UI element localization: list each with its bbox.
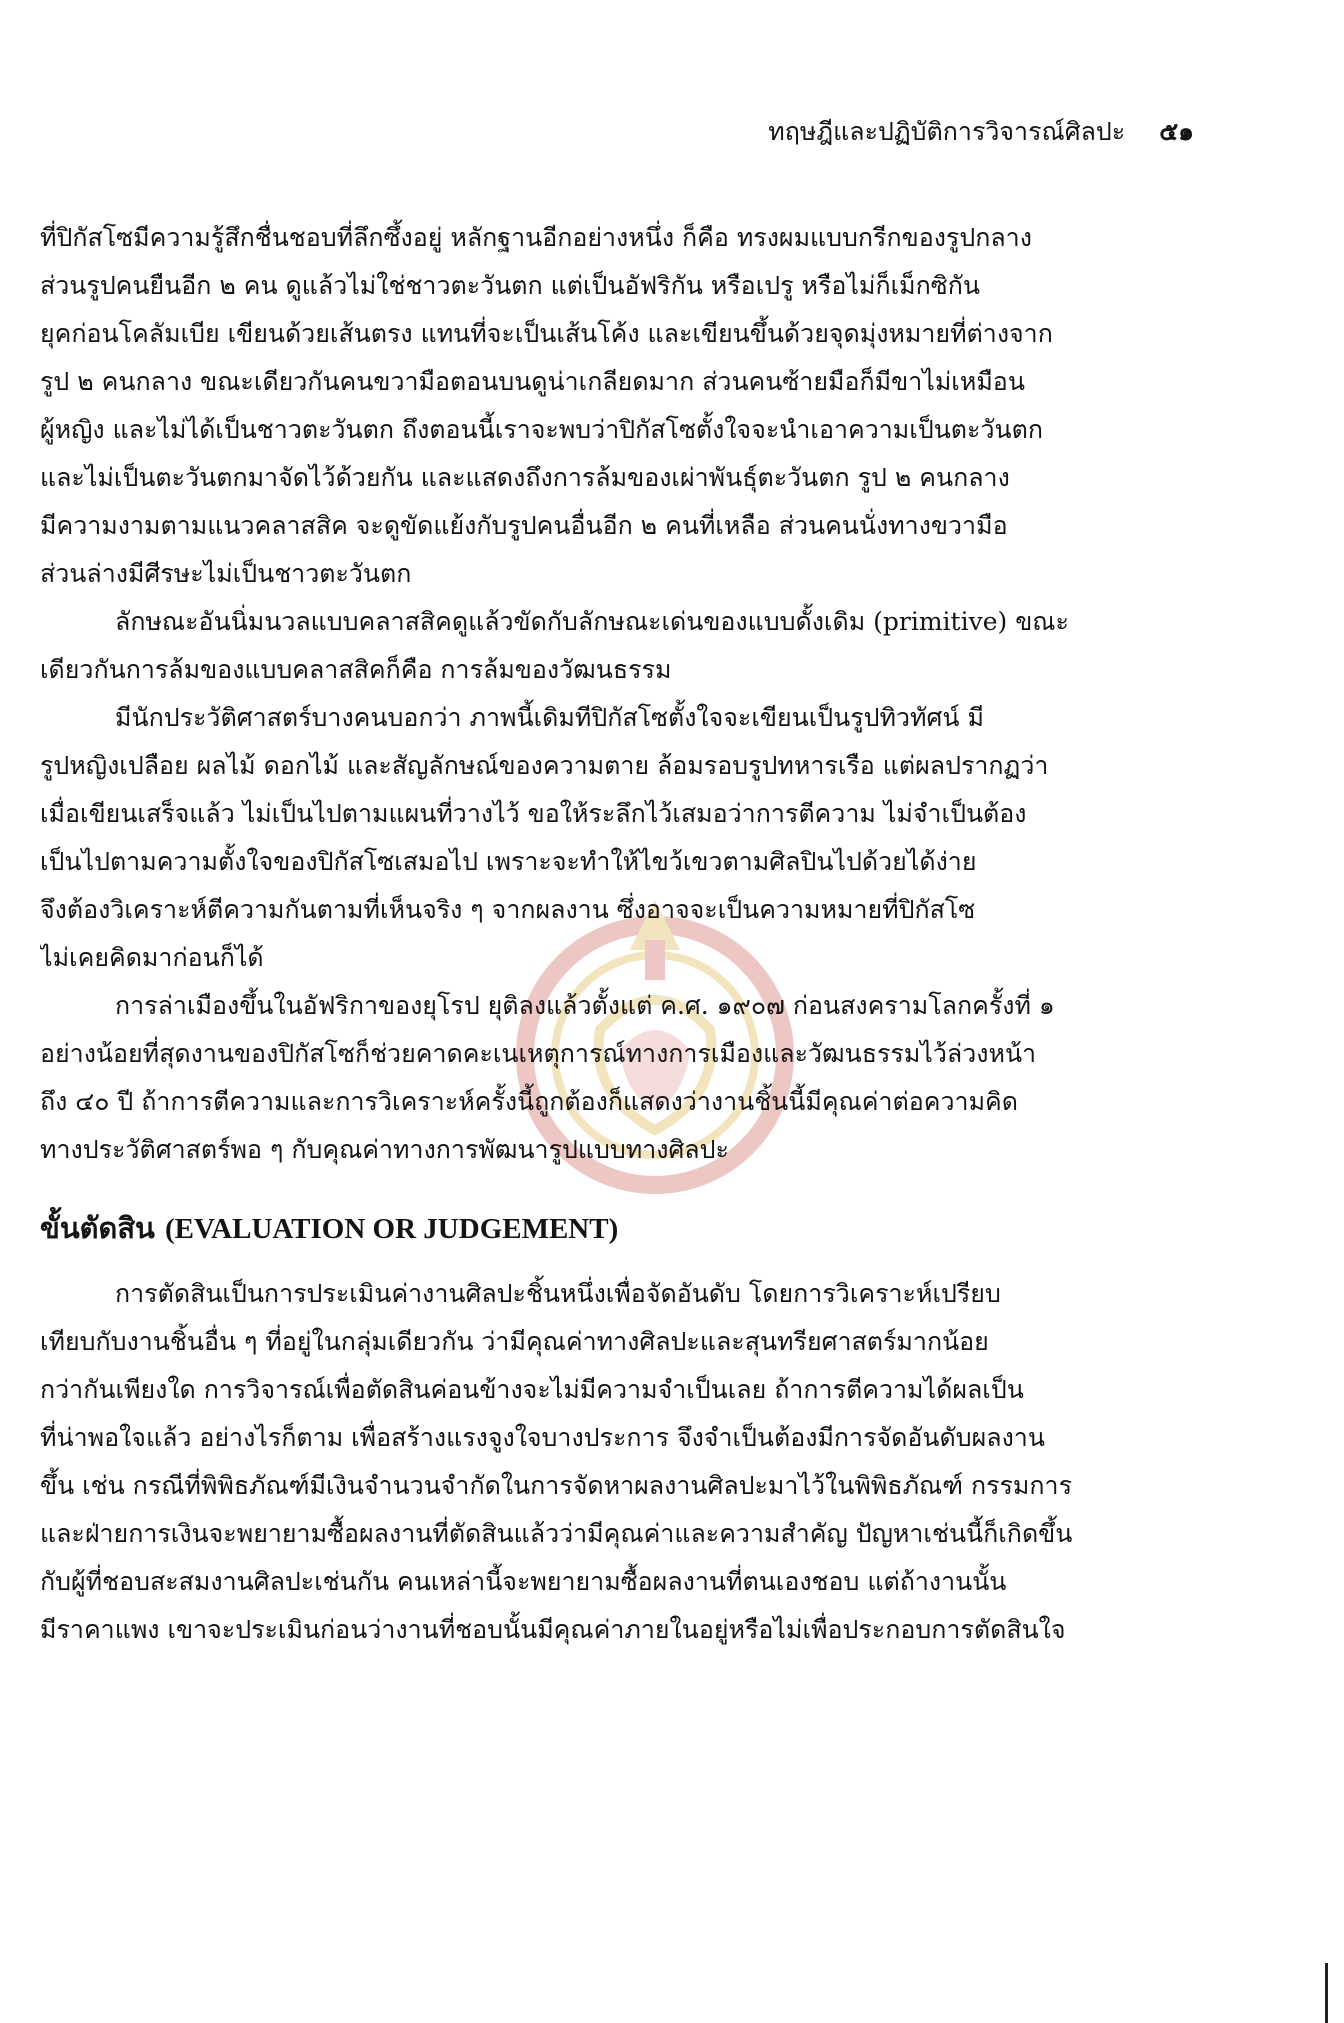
running-title: ทฤษฎีและปฏิบัติการวิจารณ์ศิลปะ [768,117,1126,146]
paragraph-5 [40,1270,1190,1654]
text-line: เทียบกับงานชิ้นอื่น ๆ ที่อยู่ในกลุ่มเดียวกัน ว่ามีคุณค่าทางศิลปะและสุนทรียศาสตร์มากน้อย [40,1327,989,1356]
text-line: ส่วนรูปคนยืนอีก ๒ คน ดูแล้วไม่ใช่ชาวตะวันตก แต่เป็นอัฟริกัน หรือเปรู หรือไม่ก็เม็กซิกัน [40,271,980,300]
text-line: กับผู้ที่ชอบสะสมงานศิลปะเช่นกัน คนเหล่านี้จะพยายามซื้อผลงานที่ตนเองชอบ แต่ถ้างานนั้น [40,1567,1007,1596]
text-line: และฝ่ายการเงินจะพยายามซื้อผลงานที่ตัดสินแล้วว่ามีคุณค่าและความสำคัญ ปัญหาเช่นนี้ก็เกิดขึ้น [40,1519,1073,1548]
scan-edge-mark [1325,1963,1328,2023]
text-line: ทางประวัติศาสตร์พอ ๆ กับคุณค่าทางการพัฒนารูปแบบทางศิลปะ [40,1135,729,1164]
text-line: ถึง ๔๐ ปี ถ้าการตีความและการวิเคราะห์ครั้งนี้ถูกต้องก็แสดงว่างานชิ้นนี้มีคุณค่าต่อความคิด [40,1087,1019,1116]
text-line: ส่วนล่างมีศีรษะไม่เป็นชาวตะวันตก [40,559,412,588]
text-line: รูปหญิงเปลือย ผลไม้ ดอกไม้ และสัญลักษณ์ของความตาย ล้อมรอบรูปทหารเรือ แต่ผลปรากฏว่า [40,751,1049,780]
text-line: เดียวกันการล้มของแบบคลาสสิคก็คือ การล้มของวัฒนธรรม [40,655,672,684]
text-line: จึงต้องวิเคราะห์ตีความกันตามที่เห็นจริง ๆ จากผลงาน ซึ่งอาจจะเป็นความหมายที่ปิกัสโซ [40,895,976,924]
body-text [40,214,1190,1654]
text-line: มีความงามตามแนวคลาสสิค จะดูขัดแย้งกับรูปคนอื่นอีก ๒ คนที่เหลือ ส่วนคนนั่งทางขวามือ [40,511,1008,540]
running-header [768,112,1194,152]
section-heading-thai: ขั้นตัดสิน [40,1211,155,1245]
paragraph-1 [40,214,1190,598]
text-line: ยุคก่อนโคลัมเบีย เขียนด้วยเส้นตรง แทนที่จะเป็นเส้นโค้ง และเขียนขึ้นด้วยจุดมุ่งหมายที่ต่างจาก [40,319,1053,348]
section-heading-english: (EVALUATION OR JUDGEMENT) [164,1213,619,1245]
text-line: ที่น่าพอใจแล้ว อย่างไรก็ตาม เพื่อสร้างแรงจูงใจบางประการ จึงจำเป็นต้องมีการจัดอันดับผลงาน [40,1423,1045,1452]
text-line: การตัดสินเป็นการประเมินค่างานศิลปะชิ้นหนึ่งเพื่อจัดอันดับ โดยการวิเคราะห์เปรียบ [115,1279,1001,1308]
section-heading [40,1200,1190,1256]
text-line: อย่างน้อยที่สุดงานของปิกัสโซก็ช่วยคาดคะเนเหตุการณ์ทางการเมืองและวัฒนธรรมไว้ล่วงหน้า [40,1039,1037,1068]
page-number: ๕๑ [1159,117,1194,146]
text-line: ผู้หญิง และไม่ได้เป็นชาวตะวันตก ถึงตอนนี้เราจะพบว่าปิกัสโซตั้งใจจะนำเอาความเป็นตะวันตก [40,415,1043,444]
text-line: ที่ปิกัสโซมีความรู้สึกชื่นชอบที่ลึกซึ้งอยู่ หลักฐานอีกอย่างหนึ่ง ก็คือ ทรงผมแบบกรีกของรูปกลาง [40,223,1032,252]
text-line: การล่าเมืองขึ้นในอัฟริกาของยุโรป ยุติลงแล้วตั้งแต่ ค.ศ. ๑๙๐๗ ก่อนสงครามโลกครั้งที่ ๑ [115,991,1055,1020]
text-line: ไม่เคยคิดมาก่อนก็ได้ [40,943,264,972]
text-line: และไม่เป็นตะวันตกมาจัดไว้ด้วยกัน และแสดงถึงการล้มของเผ่าพันธุ์ตะวันตก รูป ๒ คนกลาง [40,463,1010,492]
text-line: รูป ๒ คนกลาง ขณะเดียวกันคนขวามือตอนบนดูน่าเกลียดมาก ส่วนคนซ้ายมือก็มีขาไม่เหมือน [40,367,1025,396]
paragraph-3 [40,694,1190,982]
text-line: เมื่อเขียนเสร็จแล้ว ไม่เป็นไปตามแผนที่วางไว้ ขอให้ระลึกไว้เสมอว่าการตีความ ไม่จำเป็นต้อง [40,799,1027,828]
text-line: มีนักประวัติศาสตร์บางคนบอกว่า ภาพนี้เดิมทีปิกัสโซตั้งใจจะเขียนเป็นรูปทิวทัศน์ มี [115,703,984,732]
paragraph-4 [40,982,1190,1174]
text-line: เป็นไปตามความตั้งใจของปิกัสโซเสมอไป เพราะจะทำให้ไขว้เขวตามศิลปินไปด้วยได้ง่าย [40,847,977,876]
text-line: ลักษณะอันนิ่มนวลแบบคลาสสิคดูแล้วขัดกับลักษณะเด่นของแบบดั้งเดิม (primitive) ขณะ [115,607,1069,636]
text-line: กว่ากันเพียงใด การวิจารณ์เพื่อตัดสินค่อนข้างจะไม่มีความจำเป็นเลย ถ้าการตีความได้ผลเป็น [40,1375,1024,1404]
text-line: ขึ้น เช่น กรณีที่พิพิธภัณฑ์มีเงินจำนวนจำกัดในการจัดหาผลงานศิลปะมาไว้ในพิพิธภัณฑ์ กรรมการ [40,1471,1073,1500]
paragraph-2 [40,598,1190,694]
text-line: มีราคาแพง เขาจะประเมินก่อนว่างานที่ชอบนั้นมีคุณค่าภายในอยู่หรือไม่เพื่อประกอบการตัดสินใจ [40,1615,1066,1644]
